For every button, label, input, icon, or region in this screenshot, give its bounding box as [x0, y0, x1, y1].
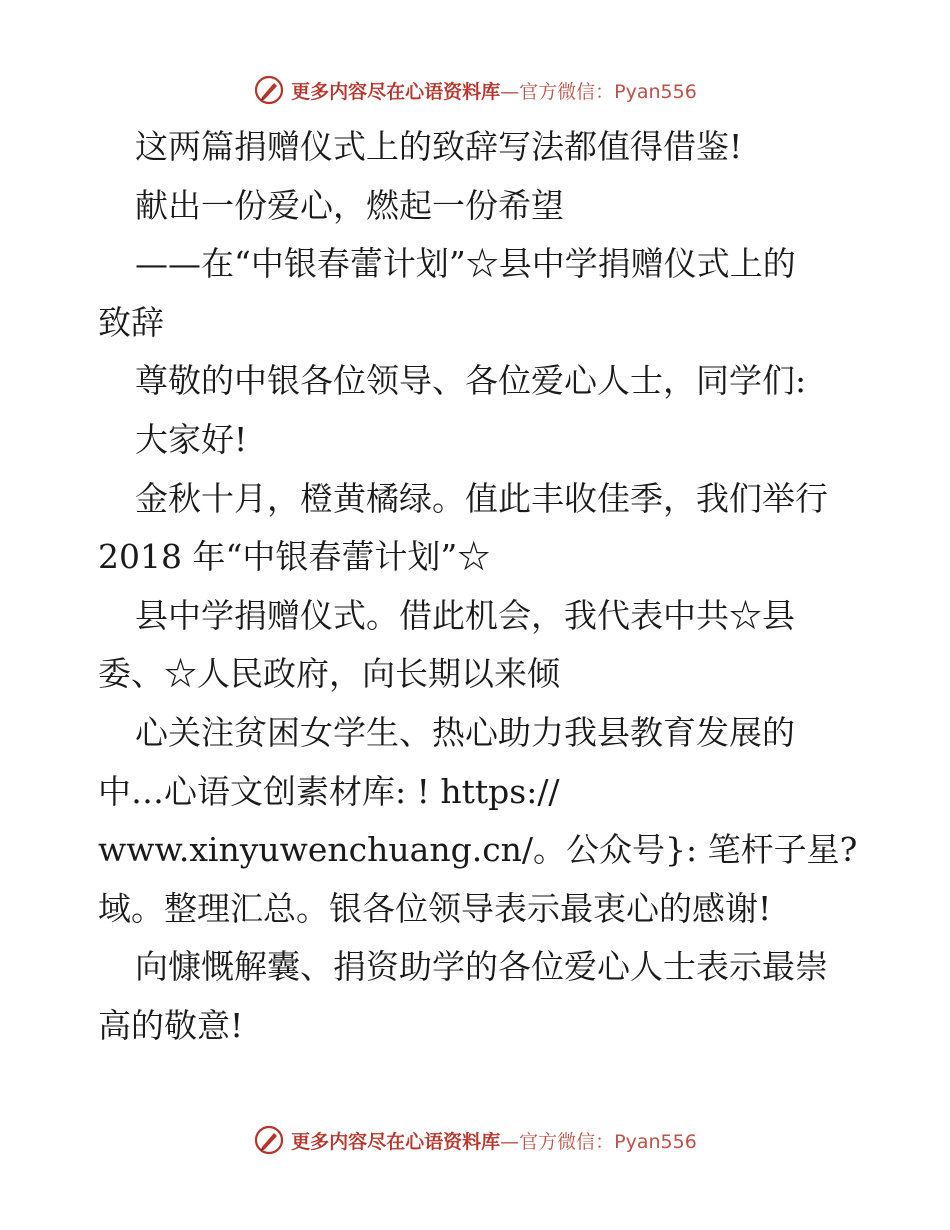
doc-line-para1-cont: 2018 年“中银春蕾计划”☆ — [98, 537, 491, 577]
doc-line-salutation: 尊敬的中银各位领导、各位爱心人士，同学们: — [135, 361, 807, 401]
doc-line-para2-cont: 委、☆人民政府，向长期以来倾 — [98, 654, 560, 694]
doc-line-para4-cont: 高的敬意! — [98, 1005, 244, 1045]
header-banner-main: 更多内容尽在心语资料库 — [291, 80, 501, 103]
footer-banner-main: 更多内容尽在心语资料库 — [291, 1130, 501, 1153]
footer-banner — [0, 1120, 950, 1160]
footer-banner-contact: 官方微信：Pyan556 — [519, 1130, 697, 1153]
doc-line-para3-cont1: 中…心语文创素材库: ! https:// — [98, 771, 560, 811]
doc-line-para3-cont2: www.xinyuwenchuang.cn/。公众号}: 笔杆子星? — [98, 830, 858, 870]
header-banner-text — [291, 77, 697, 104]
doc-line-para1: 金秋十月，橙黄橘绿。值此丰收佳季，我们举行 — [135, 478, 828, 518]
doc-line-para4: 向慷慨解囊、捐资助学的各位爱心人士表示最崇 — [135, 947, 828, 987]
header-banner-dash: — — [500, 80, 520, 103]
doc-line-para2: 县中学捐赠仪式。借此机会，我代表中共☆县 — [135, 595, 795, 635]
doc-line-greeting: 大家好! — [135, 419, 248, 459]
doc-line-para3-cont3: 域。整理汇总。银各位领导表示最衷心的感谢! — [98, 888, 772, 928]
footer-banner-text — [291, 1127, 697, 1154]
pen-circle-logo-icon — [253, 74, 285, 106]
doc-line-para3: 心关注贫困女学生、热心助力我县教育发展的 — [135, 712, 795, 752]
doc-line-intro: 这两篇捐赠仪式上的致辞写法都值得借鉴! — [135, 127, 743, 166]
footer-banner-dash: — — [500, 1130, 520, 1153]
header-banner-contact: 官方微信：Pyan556 — [519, 80, 697, 103]
doc-line-subtitle-cont: 致辞 — [98, 302, 164, 342]
pen-circle-logo-icon — [253, 1124, 285, 1156]
doc-line-subtitle: ——在“中银春蕾计划”☆县中学捐赠仪式上的 — [135, 244, 796, 284]
header-banner — [0, 70, 950, 110]
document-body — [98, 118, 858, 1056]
doc-line-title: 献出一份爱心，燃起一份希望 — [135, 185, 564, 225]
header-banner-content — [253, 74, 697, 106]
footer-banner-content — [253, 1124, 697, 1156]
